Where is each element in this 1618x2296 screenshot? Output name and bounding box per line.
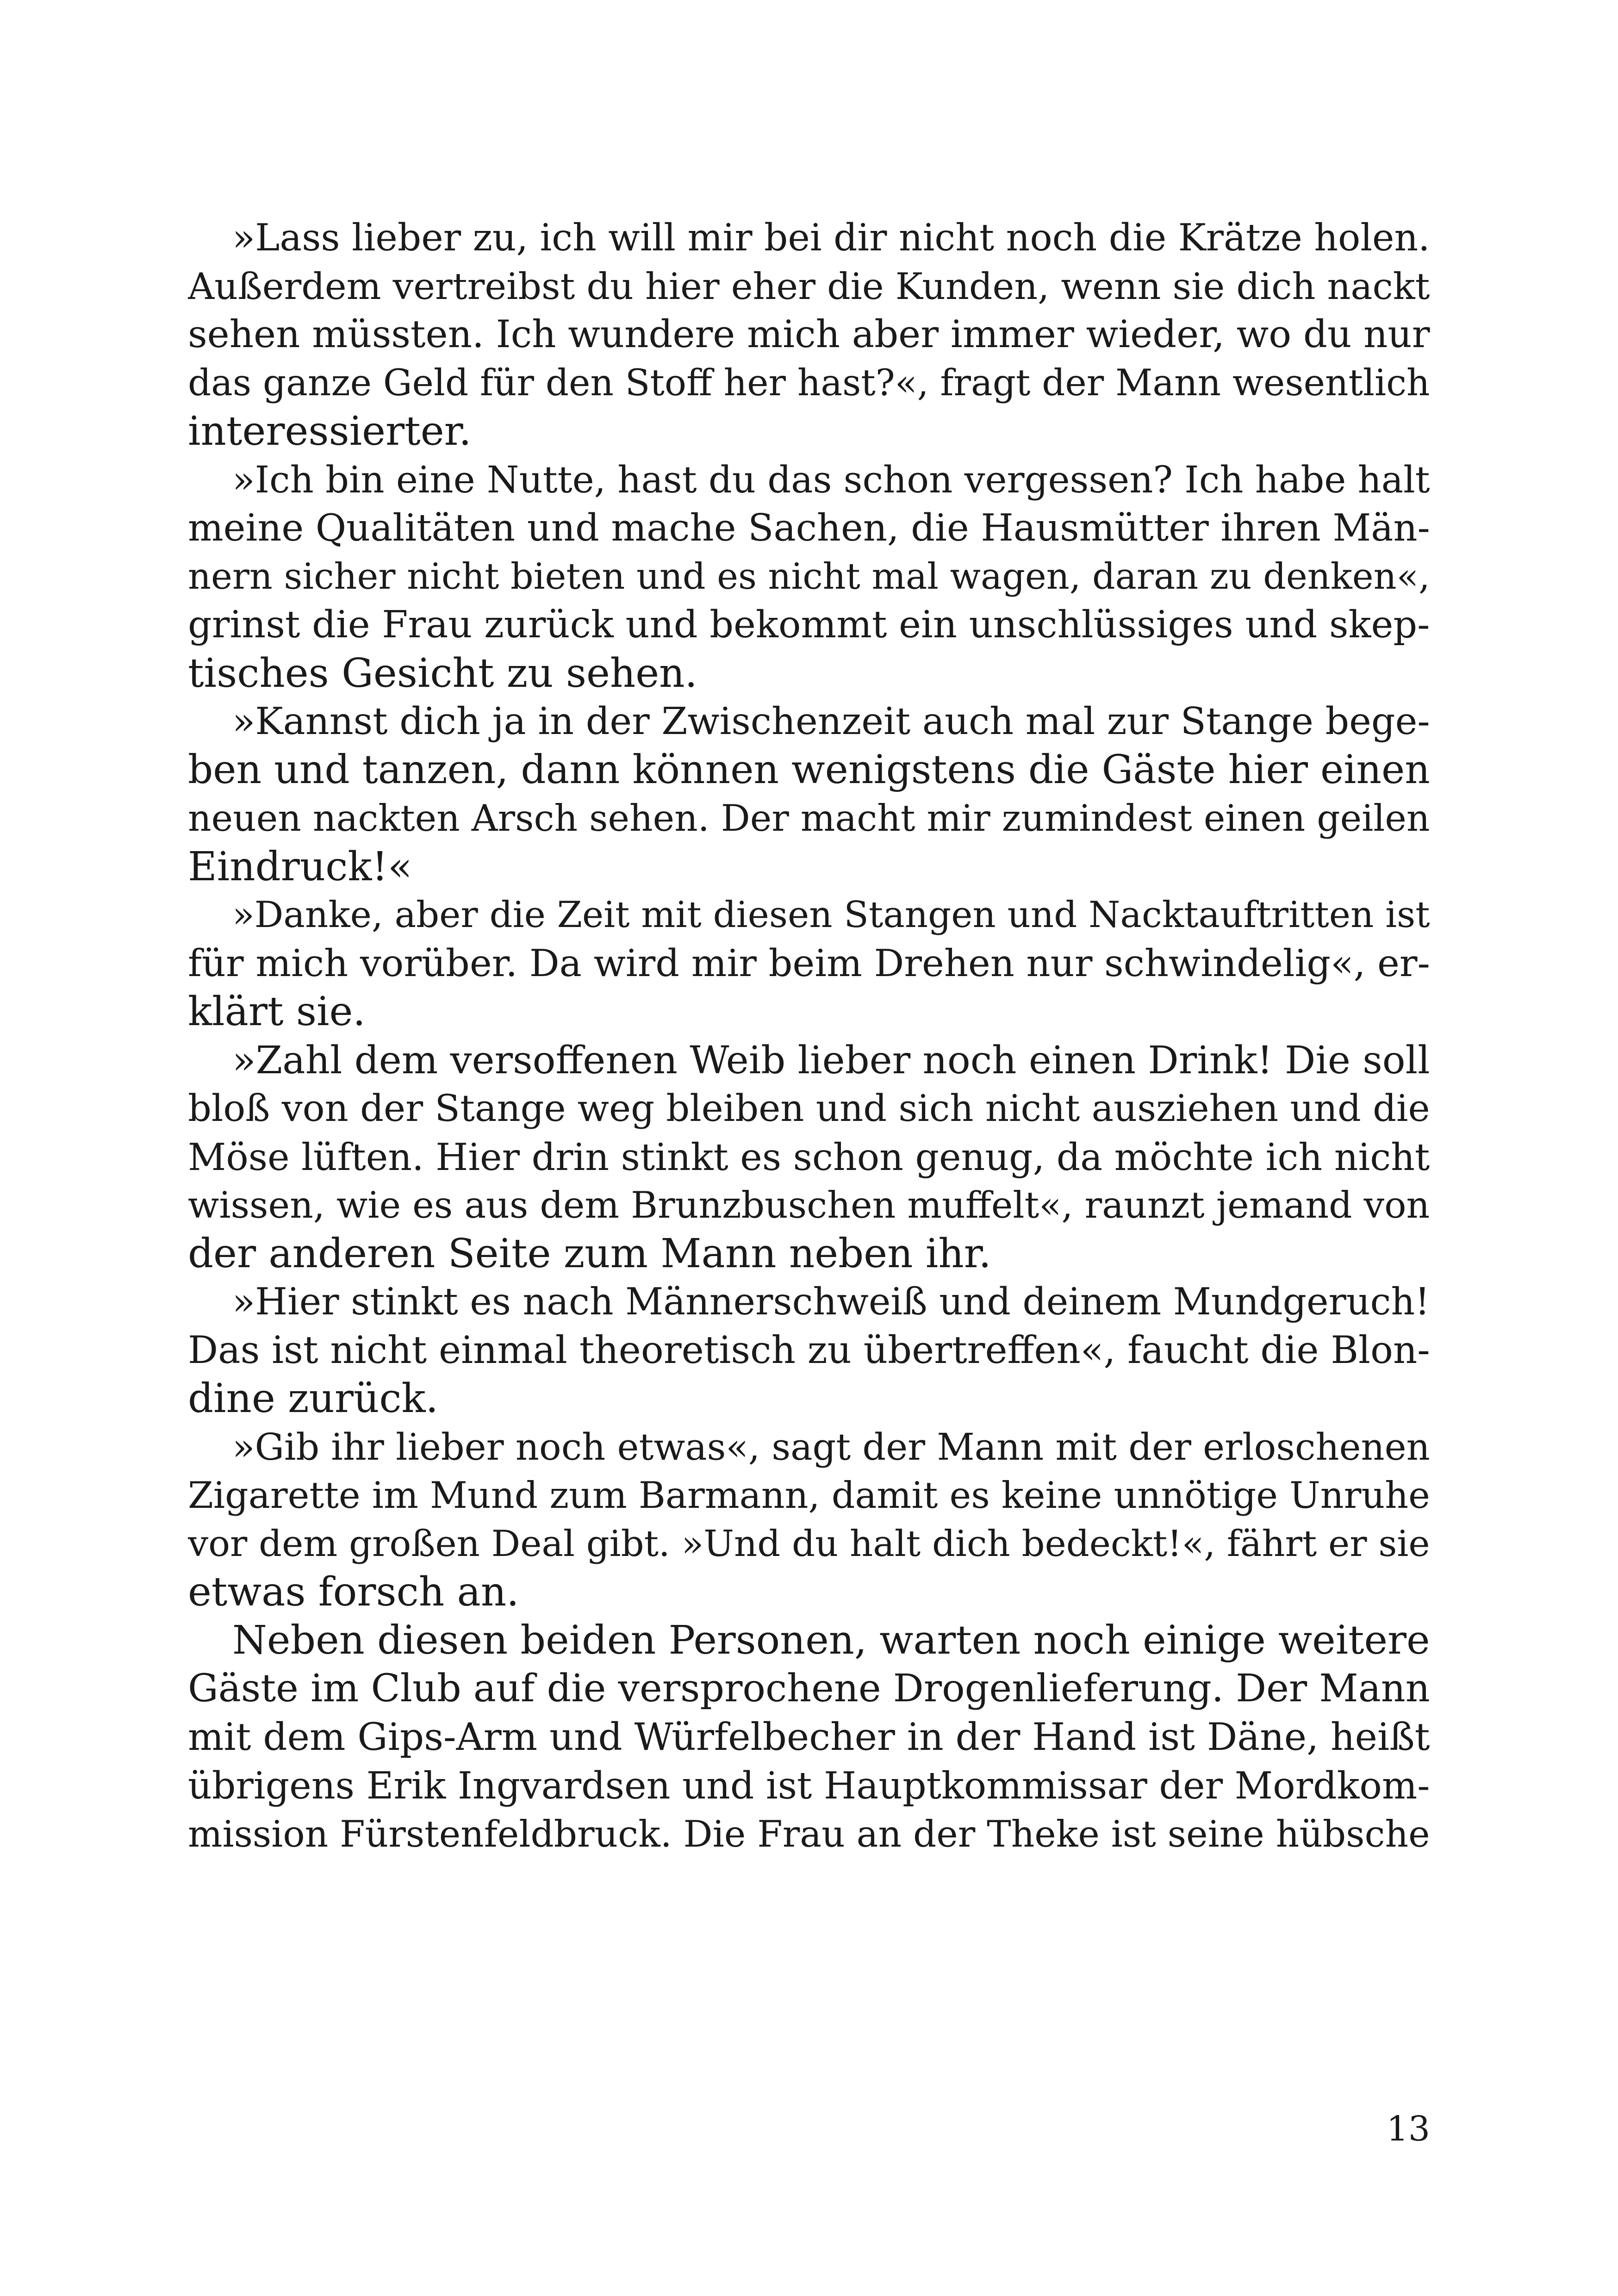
text-line: »Hier stinkt es nach Männerschweiß und deinem Mundgeruch! <box>232 1280 1430 1323</box>
paragraph <box>188 1278 1430 1423</box>
text-line: mission Fürstenfeldbruck. Die Frau an der Theke ist seine hübsche <box>188 1812 1430 1855</box>
text-line: der anderen Seite zum Mann neben ihr. <box>188 1230 991 1277</box>
paragraph <box>188 1423 1430 1617</box>
text-line: sehen müssten. Ich wundere mich aber immer wieder, wo du nur <box>188 313 1430 356</box>
text-line: vor dem großen Deal gibt. »Und du halt dich bedeckt!«, fährt er sie <box>188 1523 1430 1565</box>
text-line: Zigarette im Mund zum Barmann, damit es keine unnötige Unruhe <box>188 1474 1430 1517</box>
paragraph <box>188 214 1430 456</box>
text-line: ben und tanzen, dann können wenigstens die Gäste hier einen <box>188 747 1430 793</box>
text-line: »Zahl dem versoffenen Weib lieber noch einen Drink! Die soll <box>232 1037 1430 1083</box>
text-line: Gäste im Club auf die versprochene Drogenlieferung. Der Mann <box>188 1667 1430 1711</box>
text-line: tisches Gesicht zu sehen. <box>188 650 697 697</box>
text-line: nern sicher nicht bieten und es nicht mal wagen, daran zu denken«, <box>188 555 1430 597</box>
text-line: interessierter. <box>188 408 472 454</box>
text-line: übrigens Erik Ingvardsen und ist Hauptkommissar der Mordkom- <box>188 1764 1430 1807</box>
text-line: neuen nackten Arsch sehen. Der macht mir zumindest einen geilen <box>188 797 1430 840</box>
text-line: »Danke, aber die Zeit mit diesen Stangen und Nacktauftritten ist <box>232 894 1430 936</box>
text-line: Möse lüften. Hier drin stinkt es schon genug, da möchte ich nicht <box>188 1135 1430 1179</box>
text-line: Das ist nicht einmal theoretisch zu übertreffen«, faucht die Blon- <box>188 1328 1430 1372</box>
text-line: meine Qualitäten und mache Sachen, die Hausmütter ihren Män- <box>188 506 1430 550</box>
text-line: »Lass lieber zu, ich will mir bei dir nicht noch die Krätze holen. <box>232 216 1430 259</box>
text-line: wissen, wie es aus dem Brunzbuschen muffelt«, raunzt jemand von <box>188 1184 1430 1226</box>
text-line: »Kannst dich ja in der Zwischenzeit auch mal zur Stange bege- <box>232 700 1430 743</box>
text-line: Neben diesen beiden Personen, warten noch einige weitere <box>232 1617 1430 1663</box>
text-line: »Gib ihr lieber noch etwas«, sagt der Mann mit der erloschenen <box>232 1425 1430 1468</box>
text-line: Eindruck!« <box>188 843 412 890</box>
text-line: mit dem Gips-Arm und Würfelbecher in der Hand ist Däne, heißt <box>188 1715 1430 1759</box>
paragraph <box>188 1617 1430 1859</box>
body-text <box>188 214 1430 1858</box>
text-line: das ganze Geld für den Stoff her hast?«, fragt der Mann wesentlich <box>188 361 1430 404</box>
paragraph <box>188 1036 1430 1278</box>
paragraph <box>188 456 1430 698</box>
text-line: klärt sie. <box>188 989 366 1035</box>
page-number: 13 <box>1386 2109 1430 2149</box>
paragraph <box>188 891 1430 1036</box>
text-line: »Ich bin eine Nutte, hast du das schon vergessen? Ich habe halt <box>232 458 1430 501</box>
text-line: grinst die Frau zurück und bekommt ein unschlüssiges und skep- <box>188 603 1430 647</box>
text-line: Außerdem vertreibst du hier eher die Kunden, wenn sie dich nackt <box>188 265 1430 308</box>
text-line: etwas forsch an. <box>188 1569 519 1615</box>
text-line: dine zurück. <box>188 1375 438 1422</box>
text-line: für mich vorüber. Da wird mir beim Drehen nur schwindelig«, er- <box>188 941 1430 985</box>
text-line: bloß von der Stange weg bleiben und sich nicht ausziehen und die <box>188 1087 1430 1130</box>
paragraph <box>188 697 1430 891</box>
